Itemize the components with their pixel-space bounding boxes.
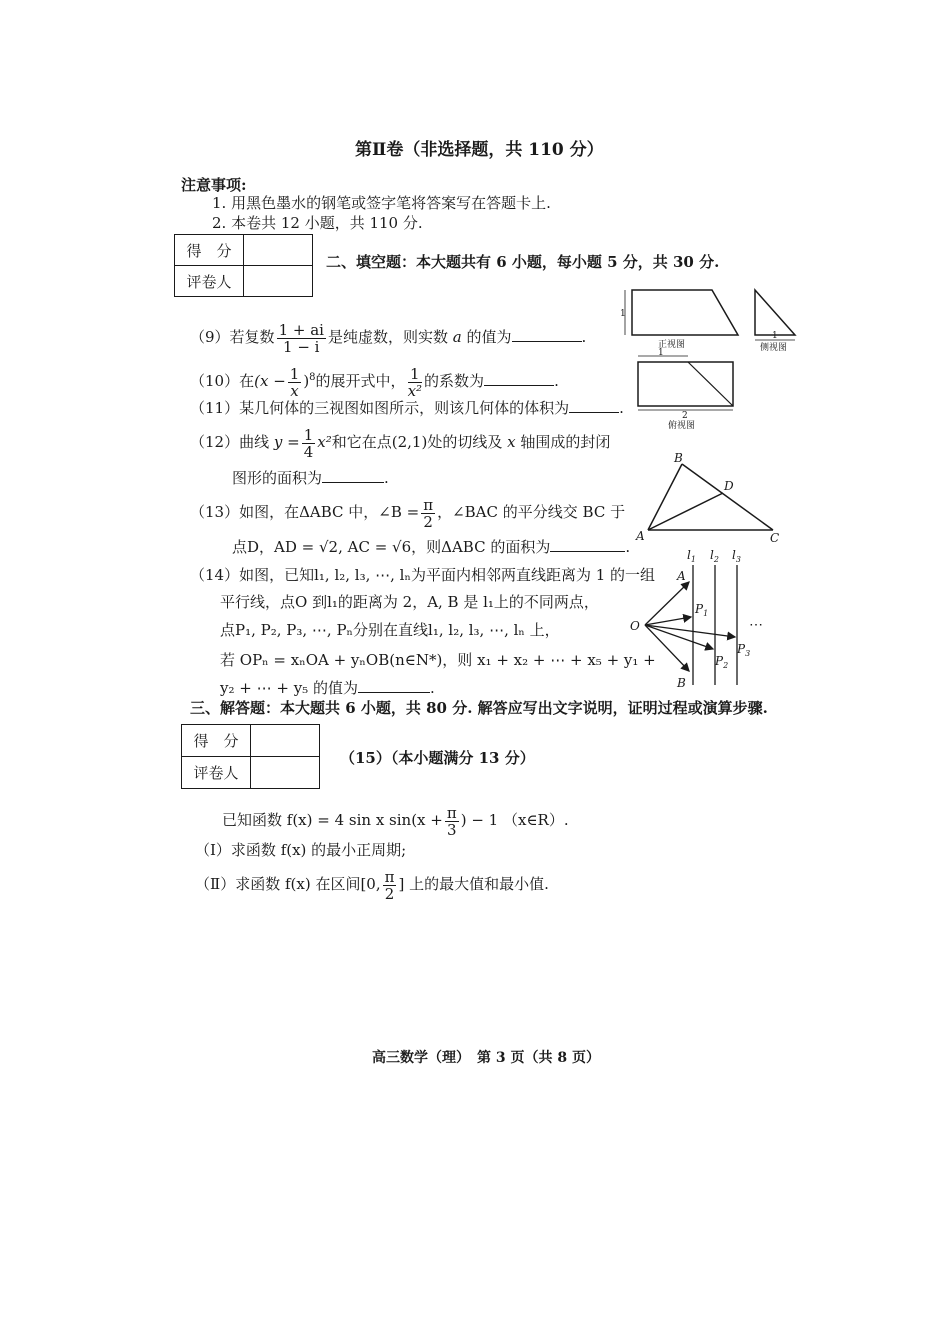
q12-number: （12）	[190, 433, 240, 451]
side-AB	[648, 464, 682, 530]
question-11	[190, 398, 624, 418]
q10-expr: (x −	[254, 372, 286, 390]
q9-fraction	[277, 322, 326, 355]
score-cell[interactable]	[244, 235, 313, 266]
q14-answer-blank[interactable]	[358, 692, 430, 693]
q12-text: 曲线	[239, 433, 270, 451]
q15-frac-num: π	[446, 803, 457, 822]
notice-item-2: 2. 本卷共 12 小题，共 110 分.	[212, 214, 423, 232]
q12-text2: 和它在点	[331, 433, 392, 451]
vector-OP2	[645, 625, 713, 649]
front-view-label: 正视图	[658, 340, 686, 350]
q15-part2-text2: ] 上的最大值和最小值.	[398, 875, 549, 893]
front-height-label: 1	[620, 309, 626, 319]
top-view-label: 俯视图	[668, 421, 696, 431]
question-12-line2	[232, 468, 389, 488]
q9-answer-blank[interactable]	[512, 341, 582, 342]
top-view-shape	[638, 362, 733, 406]
q12-line2-text: 图形的面积为	[232, 469, 323, 487]
top-dim-2-label: 2	[682, 411, 688, 421]
q15-part2-text1: （Ⅱ）求函数 f(x) 在区间[0,	[195, 875, 381, 893]
q12-frac-den: 4	[303, 442, 314, 461]
q15-part1: （Ⅰ）求函数 f(x) 的最小正周期;	[195, 841, 407, 859]
q10-frac-num: 1	[289, 364, 300, 383]
side-view-shape	[755, 290, 795, 335]
q13-frac-den: 2	[423, 512, 433, 531]
q9-var: a	[452, 328, 462, 346]
q15-part2-frac-num: π	[384, 867, 395, 886]
q13-text: 如图，在ΔABC 中，∠B =	[239, 503, 420, 521]
q10-frac2-num: 1	[408, 366, 422, 383]
q9-text3: 的值为	[466, 328, 512, 346]
q14-line5-text: y₂ + ⋯ + y₅ 的值为	[220, 679, 358, 697]
q12-text4: 轴围成的封闭	[520, 433, 611, 451]
q10-text2: 的展开式中，	[315, 372, 406, 390]
grader-label-2: 评卷人	[182, 757, 251, 789]
q15-part2-frac-den: 2	[384, 884, 395, 903]
page-footer: 高三数学（理） 第 3 页（共 8 页）	[372, 1050, 600, 1066]
label-l2: $l_2$	[710, 548, 719, 564]
q13-fraction	[421, 497, 435, 530]
question-13-line2	[232, 537, 630, 557]
q9-text: 若复数	[229, 328, 275, 346]
score-label: 得 分	[175, 235, 244, 266]
vector-OP3	[645, 625, 735, 637]
q15-frac-den: 3	[447, 820, 457, 839]
q10-power: 8	[309, 372, 316, 383]
vertex-C: C	[770, 531, 780, 545]
q15-part2	[195, 862, 549, 906]
q12-end: .	[384, 469, 389, 487]
question-14-line2: 平行线，点O 到l₁的距离为 2，A, B 是 l₁上的不同两点，	[220, 593, 599, 611]
q12-text3: 处的切线及	[427, 433, 503, 451]
question-12	[190, 420, 610, 464]
q12-x: x	[507, 433, 516, 451]
three-views-figure	[620, 280, 810, 430]
continuation-dots: ⋯	[749, 617, 763, 633]
q11-text: 某几何体的三视图如图所示，则该几何体的体积为	[239, 399, 570, 417]
question-14-line3: 点P₁, P₂, P₃, ⋯, Pₙ分别在直线l₁, l₂, l₃, ⋯, lₙ 上，	[220, 621, 560, 639]
grader-label: 评卷人	[175, 266, 244, 297]
q14-number: （14）	[190, 566, 240, 584]
q13-number: （13）	[190, 503, 240, 521]
q12-point: (2,1)	[391, 433, 428, 451]
q12-answer-blank[interactable]	[322, 482, 384, 483]
q13-frac-num: π	[423, 495, 434, 514]
q15-given-text2: ) − 1 （x∈R）.	[460, 811, 569, 829]
q10-answer-blank[interactable]	[484, 385, 554, 386]
q13-text2: ，∠BAC 的平分线交 BC 于	[437, 503, 626, 521]
point-B: B	[677, 676, 686, 690]
grader-cell-2[interactable]	[251, 757, 320, 789]
q11-end: .	[619, 399, 624, 417]
label-l3: $l_3$	[732, 548, 741, 564]
notice-heading: 注意事项:	[181, 176, 247, 194]
question-14-line1	[190, 565, 655, 585]
vertex-B: B	[674, 451, 683, 465]
q10-frac-den: x	[290, 381, 299, 400]
q12-frac-num: 1	[303, 425, 314, 444]
grader-cell[interactable]	[244, 266, 313, 297]
q9-number: （9）	[190, 328, 230, 346]
q10-frac2-den: x²	[407, 381, 423, 400]
question-14-line5	[220, 678, 435, 698]
q15-fraction	[445, 805, 459, 838]
q9-frac-den: 1 − i	[283, 337, 320, 356]
score-cell-2[interactable]	[251, 725, 320, 757]
point-A: A	[677, 569, 686, 583]
q15-part2-fraction	[383, 869, 397, 902]
q13-answer-blank[interactable]	[550, 551, 625, 552]
point-P1: $P_1$	[695, 602, 709, 618]
notice-item-1: 1. 用黑色墨水的钢笔或签字笔将答案写在答题卡上.	[212, 194, 551, 212]
point-O: O	[630, 619, 640, 633]
q15-header: （15）（本小题满分 13 分）	[340, 749, 535, 767]
q9-frac-num: 1 + ai	[278, 320, 324, 339]
top-view-diagonal	[688, 362, 733, 406]
q12-fraction	[302, 427, 316, 460]
section2-title: 二、填空题：本大题共有 6 小题，每小题 5 分，共 30 分.	[326, 253, 720, 271]
q10-end: .	[554, 372, 559, 390]
q10-fraction	[288, 366, 302, 399]
label-l1: $l_1$	[687, 548, 696, 564]
front-view-shape	[632, 290, 738, 335]
point-P2: $P_2$	[715, 654, 729, 670]
q12-eq: y =	[273, 433, 300, 451]
question-10: （10）在(x − $\frac{1}{x}$ )$^8$的展开式中， $\frac{1}{\text{x²}}$ 的系数为 .	[190, 364, 559, 400]
score-table-fill	[174, 234, 313, 297]
side-view-label: 侧视图	[760, 343, 788, 353]
q9-end: .	[581, 328, 587, 346]
side-width-label: 1	[772, 331, 778, 341]
q14-end: .	[429, 679, 435, 697]
q14-line1-text: 如图，已知l₁, l₂, l₃, ⋯, lₙ为平面内相邻两直线距离为 1 的一组	[239, 566, 656, 584]
vector-OB	[645, 625, 689, 671]
parallel-lines-figure	[625, 545, 775, 690]
q13-end: .	[625, 538, 631, 556]
question-13	[190, 490, 625, 534]
top-dim-1-label: 1	[658, 348, 664, 358]
q10-fraction2	[408, 366, 422, 399]
section3-title: 三、解答题：本大题共 6 小题，共 80 分. 解答应写出文字说明，证明过程或演算步骤.	[190, 699, 768, 717]
triangle-figure	[628, 450, 788, 545]
vertex-A: A	[636, 529, 645, 543]
q11-answer-blank[interactable]	[569, 412, 619, 413]
page-title: 第Ⅱ卷（非选择题，共 110 分）	[355, 140, 604, 160]
question-14-line4: 若 OPₙ = xₙOA + yₙOB(n∈N*)，则 x₁ + x₂ + ⋯ + x₅ + y₁ +	[220, 651, 656, 669]
q10-number: （10）	[190, 372, 240, 390]
bisector-AD	[648, 493, 723, 530]
question-9	[190, 315, 586, 359]
side-BC	[682, 464, 773, 530]
q11-number: （11）	[190, 399, 240, 417]
q15-given	[222, 798, 569, 842]
q12-x2: x²	[317, 433, 332, 451]
q9-text2: 是纯虚数，则实数	[327, 328, 448, 346]
q10-text: 在	[239, 372, 255, 390]
score-label-2: 得 分	[182, 725, 251, 757]
point-D: D	[724, 479, 734, 493]
q15-given-text1: 已知函数 f(x) = 4 sin x sin(x +	[222, 811, 443, 829]
point-P3: $P_3$	[737, 642, 751, 658]
q10-text3: 的系数为	[424, 372, 485, 390]
q13-line2-text: 点D，AD = √2, AC = √6，则ΔABC 的面积为	[232, 538, 551, 556]
score-table-answer	[181, 724, 320, 789]
